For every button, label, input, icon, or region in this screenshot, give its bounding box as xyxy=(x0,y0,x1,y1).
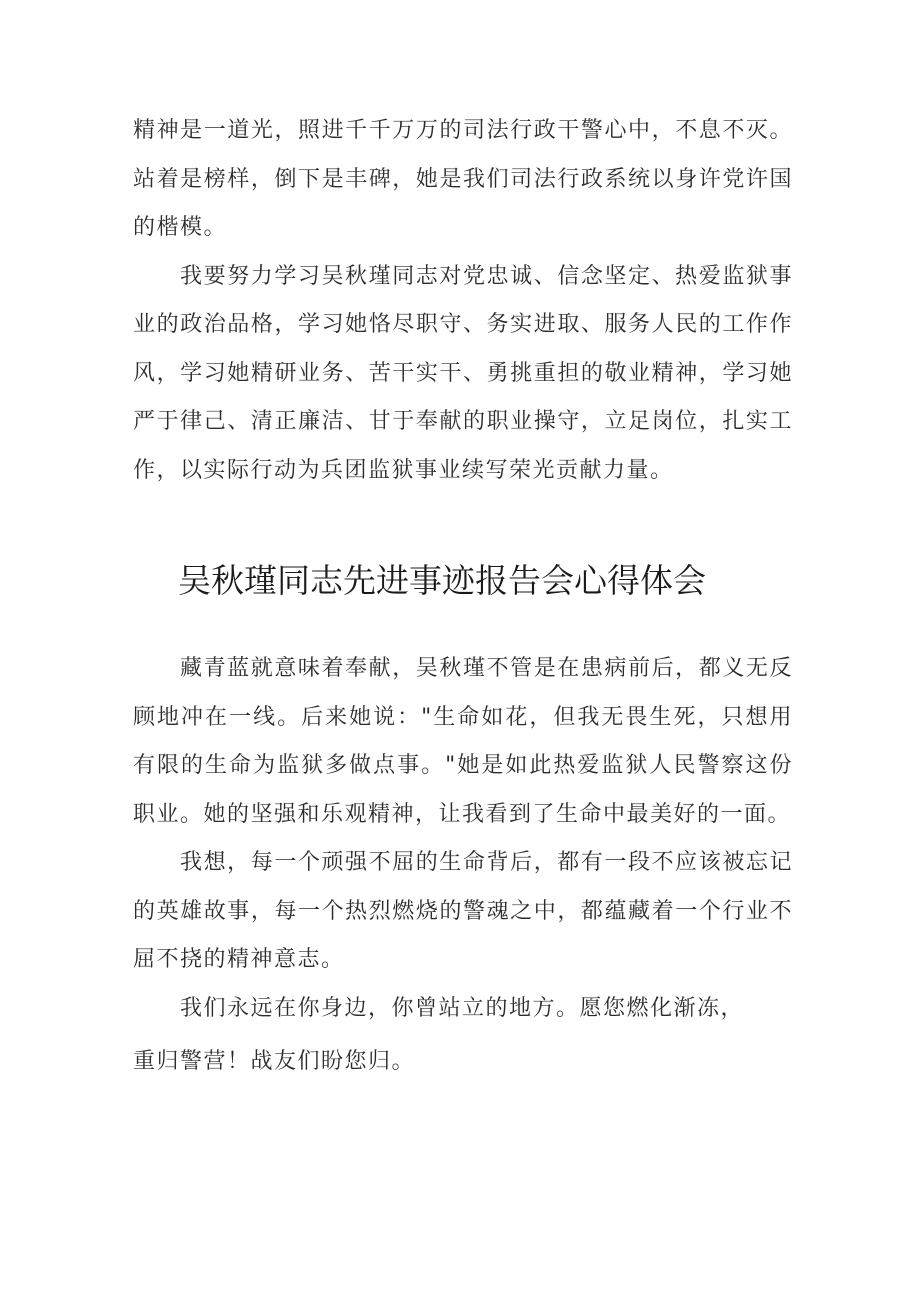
paragraph-dedication: 藏青蓝就意味着奉献，吴秋瑾不管是在患病前后，都义无反顾地冲在一线。后来她说："生命如花，但我无畏生死，只想用有限的生命为监狱多做点事。"她是如此热爱监狱人民警察这份职业。她的坚强和乐观精神，让我看到了生命中最美好的一面。 xyxy=(133,656,793,827)
closing-section xyxy=(133,985,793,1086)
body-section-1 xyxy=(133,107,793,495)
closing-line-2: 重归警营！战友们盼您归。 xyxy=(133,1048,416,1074)
paragraph-hero-story: 我想，每一个顽强不屈的生命背后，都有一段不应该被忘记的英雄故事，每一个热烈燃烧的警魂之中，都蕴藏着一个行业不屈不挠的精神意志。 xyxy=(133,850,793,972)
paragraph-learning-commitment: 我要努力学习吴秋瑾同志对党忠诚、信念坚定、热爱监狱事业的政治品格，学习她恪尽职守、务实进取、服务人民的工作作风，学习她精研业务、苦干实干、勇挑重担的敬业精神，学习她严于律己、清正廉洁、甘于奉献的职业操守，立足岗位，扎实工作，以实际行动为兵团监狱事业续写荣光贡献力量。 xyxy=(133,263,793,483)
closing-line-1: 我们永远在你身边，你曾站立的地方。愿您燃化渐冻， xyxy=(180,996,745,1021)
paragraph-role-model: 精神是一道光，照进千千万万的司法行政干警心中，不息不灭。站着是榜样，倒下是丰碑，她是我们司法行政系统以身许党许国的楷模。 xyxy=(133,118,793,240)
body-section-2 xyxy=(133,645,793,985)
section-heading: 吴秋瑾同志先进事迹报告会心得体会 xyxy=(178,562,706,599)
